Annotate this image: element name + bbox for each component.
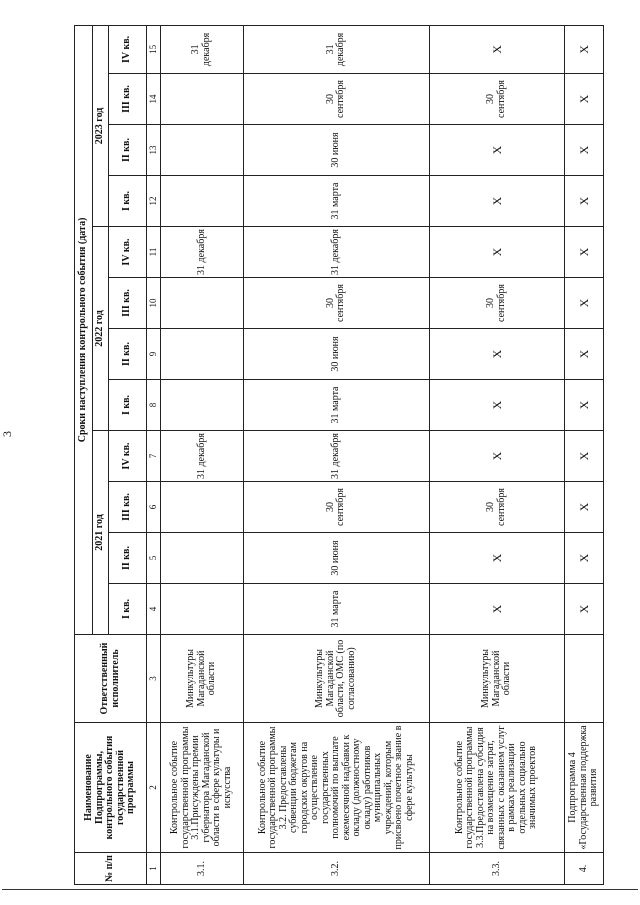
row-cell: 31 декабря (243, 431, 429, 482)
header-quarter: II кв. (109, 125, 147, 176)
row-executor: Минкультуры Магаданской области, ОМС (по согласованию) (243, 635, 429, 723)
page-number: 3 (0, 431, 14, 437)
row-cell: 30 сентября (243, 74, 429, 125)
row-cell: 31 декабря (161, 25, 244, 73)
row-cell: Х (564, 329, 603, 380)
header-quarter: IV кв. (109, 227, 147, 278)
header-year-2022: 2022 год (93, 227, 109, 431)
row-cell: Х (564, 431, 603, 482)
row-executor: Минкультуры Магаданской области (430, 635, 565, 723)
row-cell: Х (564, 482, 603, 533)
footer-divider (2, 889, 638, 890)
row-cell: 31 декабря (161, 227, 244, 278)
row-num: 3.3. (430, 853, 565, 885)
row-cell: Х (430, 584, 565, 635)
row-cell: Х (564, 125, 603, 176)
row-cell: 31 марта (243, 176, 429, 227)
header-quarter: II кв. (109, 533, 147, 584)
col-index: 9 (147, 329, 161, 380)
col-index: 1 (147, 853, 161, 885)
row-cell (161, 74, 244, 125)
rotated-table-container (74, 25, 604, 885)
col-index: 6 (147, 482, 161, 533)
row-name: Контрольное событие государственной программы 3.2. Предоставлены субвенции бюджетам городских округов на осуществление государственных полномочий по выплате ежемесячной надбавки к окладу (должностному окладу) работников муниципальных учреждений, которым присвоено почетное звание в сфере культуры (243, 723, 429, 853)
row-cell: 30 июня (243, 329, 429, 380)
row-cell: Х (430, 25, 565, 73)
row-name: Контрольное событие государственной программы 3.1.Присуждены премии губернатора Магаданской области в сфере культуры и искусства (161, 723, 244, 853)
col-index: 12 (147, 176, 161, 227)
row-executor: Минкультуры Магаданской области (161, 635, 244, 723)
table-row (564, 25, 603, 884)
header-name: Наименование Подпрограммы, контрольного события государственной программы (75, 723, 147, 853)
row-cell: 30 сентября (430, 74, 565, 125)
col-index: 4 (147, 584, 161, 635)
row-cell: 31 декабря (243, 227, 429, 278)
row-cell: Х (564, 584, 603, 635)
header-quarter: IV кв. (109, 25, 147, 73)
row-cell: 31 декабря (243, 25, 429, 73)
header-executor: Ответственный исполнитель (75, 635, 147, 723)
header-num: № п/п (75, 853, 147, 885)
row-cell: 30 июня (243, 533, 429, 584)
column-index-row (147, 25, 161, 884)
col-index: 2 (147, 723, 161, 853)
table-row (430, 25, 565, 884)
header-quarter: I кв. (109, 584, 147, 635)
header-quarter: I кв. (109, 176, 147, 227)
row-cell (161, 278, 244, 329)
row-num: 3.2. (243, 853, 429, 885)
row-cell: Х (564, 278, 603, 329)
row-cell: 30 сентября (243, 278, 429, 329)
row-cell (161, 533, 244, 584)
row-name: Подпрограмма 4 «Государственная поддержка развития (564, 723, 603, 853)
row-cell (161, 329, 244, 380)
col-index: 15 (147, 25, 161, 73)
header-quarter: III кв. (109, 278, 147, 329)
row-cell: 31 марта (243, 584, 429, 635)
header-deadlines: Сроки наступления контрольного события (дата) (75, 25, 93, 634)
row-cell (161, 125, 244, 176)
row-cell: 30 сентября (430, 278, 565, 329)
row-cell: Х (430, 380, 565, 431)
row-cell (161, 584, 244, 635)
control-events-table (74, 25, 604, 885)
header-year-2023: 2023 год (93, 25, 109, 226)
row-cell: Х (564, 380, 603, 431)
col-index: 5 (147, 533, 161, 584)
row-cell (161, 380, 244, 431)
row-cell: Х (430, 176, 565, 227)
table-row (161, 25, 244, 884)
row-cell (161, 482, 244, 533)
header-quarter: I кв. (109, 380, 147, 431)
header-quarter: III кв. (109, 74, 147, 125)
col-index: 13 (147, 125, 161, 176)
row-cell: Х (564, 25, 603, 73)
row-num: 4. (564, 853, 603, 885)
col-index: 8 (147, 380, 161, 431)
header-quarter: II кв. (109, 329, 147, 380)
table-body (161, 25, 604, 884)
row-cell: Х (430, 431, 565, 482)
header-quarter: IV кв. (109, 431, 147, 482)
row-cell: Х (564, 176, 603, 227)
row-name: Контрольное событие государственной программы 3.3.Предоставлена субсидия на возмещение затрат, связанных с оказанием услуг в рамках реализации отдельных социально значимых проектов (430, 723, 565, 853)
row-cell: 30 сентября (430, 482, 565, 533)
header-year-2021: 2021 год (93, 431, 109, 635)
row-cell: Х (430, 329, 565, 380)
row-cell: Х (430, 533, 565, 584)
row-cell: Х (564, 227, 603, 278)
row-cell: Х (564, 533, 603, 584)
col-index: 7 (147, 431, 161, 482)
row-cell: 31 декабря (161, 431, 244, 482)
table-row (243, 25, 429, 884)
row-cell: Х (430, 227, 565, 278)
row-cell: Х (564, 74, 603, 125)
row-executor (564, 635, 603, 723)
row-cell: 30 июня (243, 125, 429, 176)
col-index: 14 (147, 74, 161, 125)
row-num: 3.1. (161, 853, 244, 885)
row-cell: Х (430, 125, 565, 176)
col-index: 3 (147, 635, 161, 723)
col-index: 10 (147, 278, 161, 329)
row-cell: 31 марта (243, 380, 429, 431)
header-quarter: III кв. (109, 482, 147, 533)
row-cell (161, 176, 244, 227)
col-index: 11 (147, 227, 161, 278)
row-cell: 30 сентября (243, 482, 429, 533)
